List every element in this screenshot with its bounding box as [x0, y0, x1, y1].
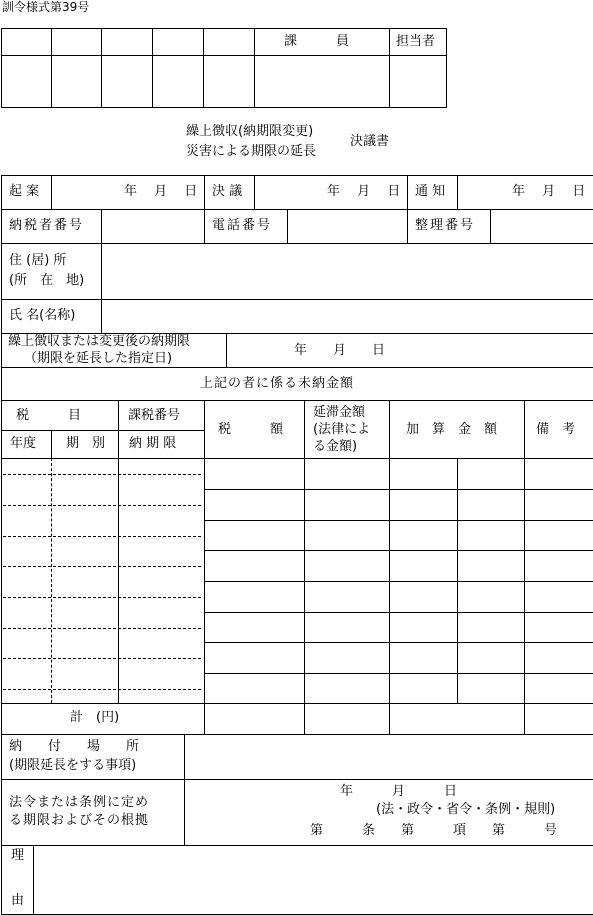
- legal-basis-date: 年 月 日: [340, 784, 458, 799]
- unpaid-amount-header: 上記の者に係る未納金額: [200, 376, 355, 391]
- due-date-header: 納 期 限: [129, 436, 177, 451]
- reference-number-label: 整理番号: [415, 218, 476, 233]
- period-header: 期 別: [66, 436, 106, 451]
- person-in-charge-label: 担当者: [396, 34, 436, 49]
- title-line2: 災害による期限の延長: [186, 144, 317, 159]
- legal-basis-article: 第 条 第 項 第 号: [310, 823, 558, 838]
- tax-amount-header: 税 額: [218, 422, 284, 437]
- taxpayer-number-label: 納税者番号: [9, 218, 85, 233]
- resolved-label: 決 議: [212, 184, 243, 199]
- surcharge-header: 加 算 金 額: [406, 422, 498, 437]
- tax-item-header: 税 目: [16, 408, 82, 423]
- delinquency-header-line2: (法律によ: [313, 422, 371, 437]
- delinquency-header-line3: る金額): [313, 439, 358, 454]
- resolved-date: 年 月 日: [327, 184, 401, 199]
- due-date: 年 月 日: [294, 343, 386, 358]
- address-label-line2: (所 在 地): [9, 273, 85, 288]
- legal-basis-line1: 法令または条例に定め: [9, 795, 150, 810]
- legal-basis-law-types: (法・政令・省令・条例・規則): [376, 802, 556, 817]
- address-label-line1: 住 (居) 所: [9, 253, 67, 268]
- due-label-line2: （期限を延長した指定日): [24, 351, 173, 366]
- section-staff-label: 課 員: [284, 34, 350, 49]
- delinquency-header-line1: 延滞金額: [313, 405, 366, 420]
- payment-place-line2: (期限延長をする事項): [9, 758, 137, 773]
- tax-number-header: 課税番号: [128, 408, 181, 423]
- legal-basis-line2: る期限およびその根拠: [9, 813, 150, 828]
- form-number: 訓令様式第39号: [2, 0, 90, 14]
- phone-number-label: 電話番号: [212, 218, 273, 233]
- reason-label-char2: 由: [11, 893, 25, 908]
- total-label: 計 (円): [70, 710, 120, 725]
- title-line1: 繰上徴収(納期限変更): [186, 124, 314, 139]
- year-header: 年度: [10, 436, 37, 451]
- due-label-line1: 繰上徴収または変更後の納期限: [8, 334, 191, 349]
- notified-label: 通 知: [415, 184, 446, 199]
- payment-place-line1: 納 付 場 所: [9, 739, 140, 754]
- remarks-header: 備 考: [536, 422, 576, 437]
- name-label: 氏 名(名称): [9, 308, 76, 323]
- drafted-label: 起 案: [9, 184, 40, 199]
- title-suffix: 決議書: [350, 134, 390, 149]
- reason-label-char1: 理: [11, 848, 25, 863]
- drafted-date: 年 月 日: [124, 184, 198, 199]
- notified-date: 年 月 日: [512, 184, 586, 199]
